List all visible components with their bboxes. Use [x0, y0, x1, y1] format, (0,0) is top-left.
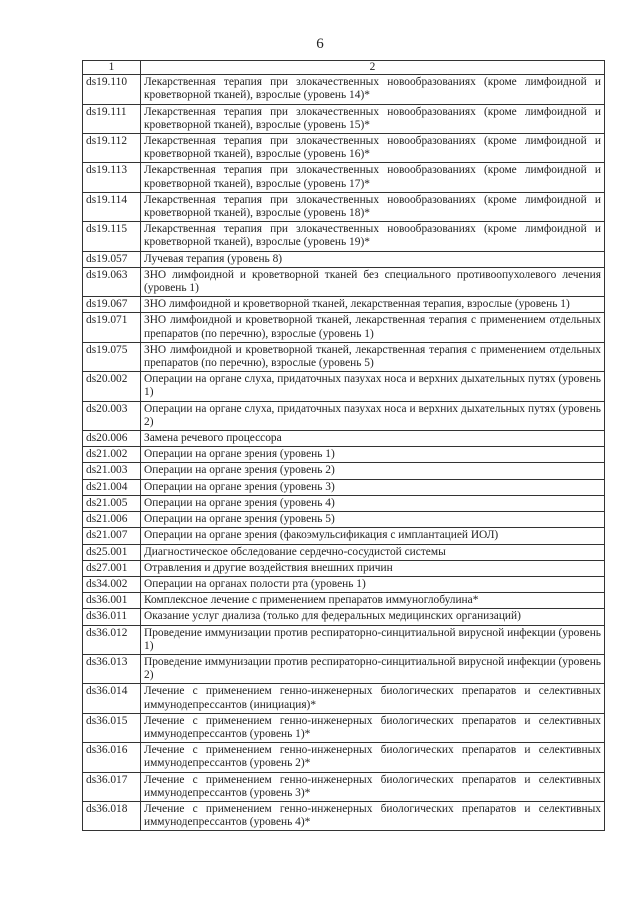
row-description: Операции на органе зрения (факоэмульсификация с имплантацией ИОЛ)	[141, 528, 605, 544]
row-code: ds19.113	[83, 163, 141, 192]
table-row	[83, 801, 605, 830]
table-row	[83, 609, 605, 625]
row-description: Лекарственная терапия при злокачественных новообразованиях (кроме лимфоидной и кроветворной тканей), взрослые (уровень 14)*	[141, 75, 605, 104]
row-description: Операции на органе зрения (уровень 1)	[141, 447, 605, 463]
row-description: Отравления и другие воздействия внешних причин	[141, 560, 605, 576]
row-code: ds25.001	[83, 544, 141, 560]
table-row	[83, 654, 605, 683]
table-row	[83, 342, 605, 371]
table-row	[83, 447, 605, 463]
row-code: ds19.111	[83, 104, 141, 133]
row-description: Диагностическое обследование сердечно-сосудистой системы	[141, 544, 605, 560]
row-description: Лекарственная терапия при злокачественных новообразованиях (кроме лимфоидной и кроветворной тканей), взрослые (уровень 19)*	[141, 222, 605, 251]
row-description: Лекарственная терапия при злокачественных новообразованиях (кроме лимфоидной и кроветворной тканей), взрослые (уровень 17)*	[141, 163, 605, 192]
row-description: Лекарственная терапия при злокачественных новообразованиях (кроме лимфоидной и кроветворной тканей), взрослые (уровень 18)*	[141, 192, 605, 221]
row-code: ds21.005	[83, 495, 141, 511]
row-description: Комплексное лечение с применением препаратов иммуноглобулина*	[141, 593, 605, 609]
table-row	[83, 463, 605, 479]
row-code: ds36.001	[83, 593, 141, 609]
row-description: Лучевая терапия (уровень 8)	[141, 251, 605, 267]
table-row	[83, 372, 605, 401]
table-row	[83, 512, 605, 528]
row-code: ds34.002	[83, 576, 141, 592]
table-row	[83, 222, 605, 251]
table-header-row	[83, 61, 605, 75]
table-row	[83, 495, 605, 511]
row-description: Лечение с применением генно-инженерных биологических препаратов и селективных иммунодепрессантов (уровень 4)*	[141, 801, 605, 830]
row-description: ЗНО лимфоидной и кроветворной тканей без специального противоопухолевого лечения (уровень 1)	[141, 267, 605, 296]
table-row	[83, 431, 605, 447]
row-description: Лечение с применением генно-инженерных биологических препаратов и селективных иммунодепрессантов (уровень 2)*	[141, 743, 605, 772]
row-description: Замена речевого процессора	[141, 431, 605, 447]
row-description: ЗНО лимфоидной и кроветворной тканей, лекарственная терапия, взрослые (уровень 1)	[141, 297, 605, 313]
table-row	[83, 772, 605, 801]
column-header-2: 2	[141, 61, 605, 75]
row-code: ds21.004	[83, 479, 141, 495]
row-code: ds36.016	[83, 743, 141, 772]
row-code: ds21.002	[83, 447, 141, 463]
row-code: ds36.013	[83, 654, 141, 683]
table-row	[83, 684, 605, 713]
table-row	[83, 313, 605, 342]
row-code: ds20.003	[83, 401, 141, 430]
row-code: ds20.002	[83, 372, 141, 401]
tariff-codes-table	[82, 60, 605, 831]
row-description: Проведение иммунизации против респираторно-синцитиальной вирусной инфекции (уровень 2)	[141, 654, 605, 683]
row-code: ds36.014	[83, 684, 141, 713]
row-description: Лечение с применением генно-инженерных биологических препаратов и селективных иммунодепрессантов (уровень 3)*	[141, 772, 605, 801]
row-description: Операции на органах полости рта (уровень 1)	[141, 576, 605, 592]
table-row	[83, 743, 605, 772]
table-row	[83, 134, 605, 163]
row-code: ds21.003	[83, 463, 141, 479]
table-row	[83, 104, 605, 133]
row-code: ds19.063	[83, 267, 141, 296]
row-description: ЗНО лимфоидной и кроветворной тканей, лекарственная терапия с применением отдельных препаратов (по перечню), взрослые (уровень 5)	[141, 342, 605, 371]
row-code: ds19.110	[83, 75, 141, 104]
row-description: Операции на органе зрения (уровень 4)	[141, 495, 605, 511]
row-code: ds19.115	[83, 222, 141, 251]
row-description: Лекарственная терапия при злокачественных новообразованиях (кроме лимфоидной и кроветворной тканей), взрослые (уровень 15)*	[141, 104, 605, 133]
table-row	[83, 625, 605, 654]
row-code: ds19.067	[83, 297, 141, 313]
table-row	[83, 75, 605, 104]
row-code: ds27.001	[83, 560, 141, 576]
table-row	[83, 479, 605, 495]
row-description: Операции на органе зрения (уровень 3)	[141, 479, 605, 495]
table-row	[83, 297, 605, 313]
table-row	[83, 192, 605, 221]
row-description: Операции на органе слуха, придаточных пазухах носа и верхних дыхательных путях (уровень 1)	[141, 372, 605, 401]
row-description: ЗНО лимфоидной и кроветворной тканей, лекарственная терапия с применением отдельных препаратов (по перечню), взрослые (уровень 1)	[141, 313, 605, 342]
row-code: ds36.012	[83, 625, 141, 654]
row-description: Операции на органе зрения (уровень 2)	[141, 463, 605, 479]
row-description: Лечение с применением генно-инженерных биологических препаратов и селективных иммунодепрессантов (уровень 1)*	[141, 713, 605, 742]
table-row	[83, 528, 605, 544]
row-code: ds36.018	[83, 801, 141, 830]
row-description: Операции на органе зрения (уровень 5)	[141, 512, 605, 528]
table-row	[83, 576, 605, 592]
table-row	[83, 713, 605, 742]
row-code: ds19.112	[83, 134, 141, 163]
table-row	[83, 251, 605, 267]
row-code: ds19.075	[83, 342, 141, 371]
row-code: ds21.007	[83, 528, 141, 544]
table-row	[83, 401, 605, 430]
row-description: Операции на органе слуха, придаточных пазухах носа и верхних дыхательных путях (уровень 2)	[141, 401, 605, 430]
row-description: Оказание услуг диализа (только для федеральных медицинских организаций)	[141, 609, 605, 625]
row-code: ds36.015	[83, 713, 141, 742]
table-body	[83, 75, 605, 831]
column-header-1: 1	[83, 61, 141, 75]
row-description: Лекарственная терапия при злокачественных новообразованиях (кроме лимфоидной и кроветворной тканей), взрослые (уровень 16)*	[141, 134, 605, 163]
table-row	[83, 560, 605, 576]
row-code: ds19.114	[83, 192, 141, 221]
row-code: ds19.057	[83, 251, 141, 267]
row-description: Лечение с применением генно-инженерных биологических препаратов и селективных иммунодепрессантов (инициация)*	[141, 684, 605, 713]
table-row	[83, 267, 605, 296]
table-row	[83, 593, 605, 609]
row-code: ds36.011	[83, 609, 141, 625]
row-code: ds20.006	[83, 431, 141, 447]
table-row	[83, 163, 605, 192]
page-number: 6	[316, 36, 324, 52]
row-code: ds19.071	[83, 313, 141, 342]
row-code: ds36.017	[83, 772, 141, 801]
table-row	[83, 544, 605, 560]
row-description: Проведение иммунизации против респираторно-синцитиальной вирусной инфекции (уровень 1)	[141, 625, 605, 654]
row-code: ds21.006	[83, 512, 141, 528]
